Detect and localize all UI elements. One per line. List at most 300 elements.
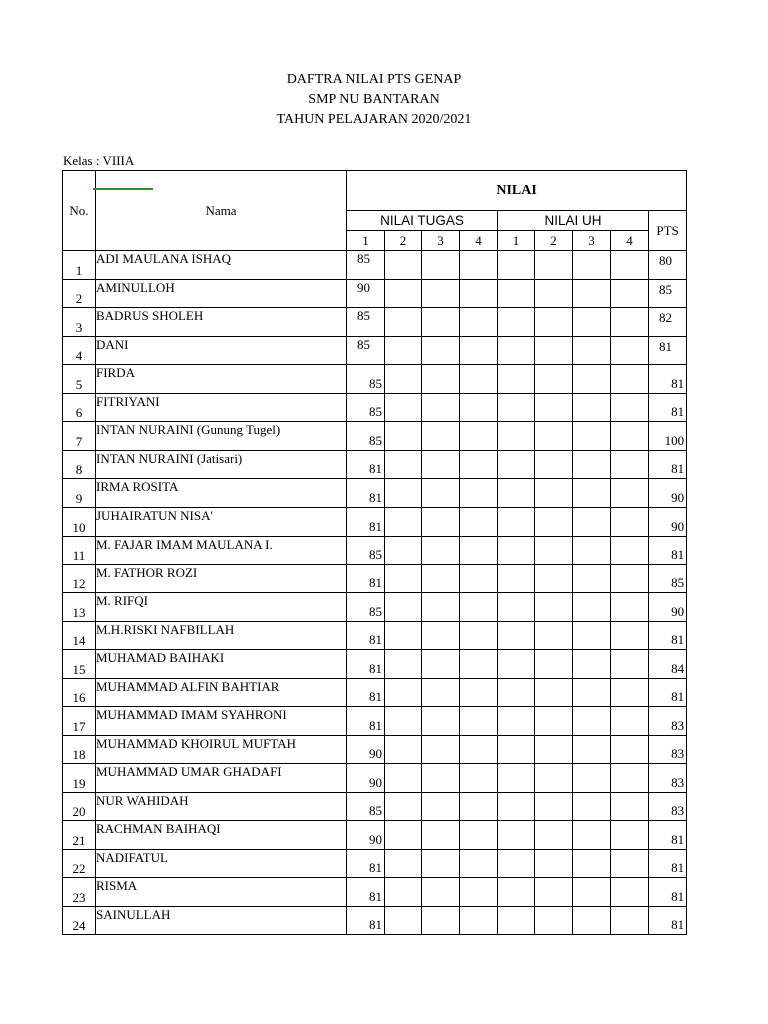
score-pts: 83 [649,707,687,736]
score-cell-empty [422,593,460,622]
score-cell-empty [498,537,535,565]
table-row [63,707,687,736]
row-number: 21 [63,821,96,850]
score-cell-empty [535,565,573,593]
score-cell-empty [498,622,535,650]
score-tugas-1: 81 [347,679,385,707]
green-mark-line [93,188,153,190]
score-pts: 85 [649,280,687,308]
table-row [63,679,687,707]
score-cell-empty [611,650,649,679]
row-number: 20 [63,793,96,821]
header-pts: PTS [649,211,687,251]
score-cell-empty [422,479,460,508]
score-tugas-1: 90 [347,736,385,764]
score-cell-empty [535,707,573,736]
score-pts: 81 [649,821,687,850]
table-row [63,821,687,850]
score-cell-empty [422,907,460,935]
score-pts: 82 [649,308,687,337]
header-subcol-tugas-3: 3 [422,231,460,251]
student-name: SAINULLAH [96,907,347,935]
score-cell-empty [498,251,535,280]
score-cell-empty [573,650,611,679]
score-cell-empty [385,593,422,622]
score-tugas-1: 81 [347,508,385,537]
row-number: 13 [63,593,96,622]
score-cell-empty [535,280,573,308]
title-line-1: DAFTRA NILAI PTS GENAP [286,72,462,87]
score-cell-empty [611,850,649,878]
score-cell-empty [498,422,535,451]
score-cell-empty [573,764,611,793]
score-cell-empty [535,537,573,565]
score-cell-empty [535,365,573,394]
header-subcol-tugas-2: 2 [385,231,422,251]
score-cell-empty [573,365,611,394]
student-name: MUHAMAD BAIHAKI [96,650,347,679]
score-cell-empty [498,565,535,593]
student-name: FIRDA [96,365,347,394]
score-cell-empty [611,622,649,650]
score-cell-empty [498,280,535,308]
header-subcol-uh-3: 3 [573,231,611,251]
score-cell-empty [498,821,535,850]
student-name: DANI [96,337,347,365]
score-cell-empty [573,308,611,337]
score-cell-empty [535,337,573,365]
table-row [63,251,687,280]
row-number: 17 [63,707,96,736]
score-cell-empty [422,736,460,764]
score-cell-empty [573,679,611,707]
score-cell-empty [422,821,460,850]
header-subcol-uh-4: 4 [611,231,649,251]
score-cell-empty [535,650,573,679]
table-row [63,622,687,650]
score-tugas-1: 85 [347,537,385,565]
score-cell-empty [385,365,422,394]
row-number: 1 [63,251,96,280]
score-cell-empty [422,650,460,679]
score-cell-empty [460,251,498,280]
score-cell-empty [611,707,649,736]
score-tugas-1: 85 [347,593,385,622]
score-cell-empty [385,907,422,935]
row-number: 14 [63,622,96,650]
score-cell-empty [611,593,649,622]
score-cell-empty [573,280,611,308]
student-name: NADIFATUL [96,850,347,878]
row-number: 22 [63,850,96,878]
score-cell-empty [611,793,649,821]
score-cell-empty [535,821,573,850]
score-cell-empty [422,793,460,821]
score-cell-empty [498,508,535,537]
student-name: MUHAMMAD IMAM SYAHRONI [96,707,347,736]
score-tugas-1: 81 [347,878,385,907]
row-number: 18 [63,736,96,764]
score-cell-empty [422,622,460,650]
score-cell-empty [385,821,422,850]
table-row [63,850,687,878]
score-cell-empty [422,565,460,593]
table-row [63,878,687,907]
score-cell-empty [611,907,649,935]
student-name: RACHMAN BAIHAQI [96,821,347,850]
row-number: 5 [63,365,96,394]
score-tugas-1: 85 [347,394,385,422]
student-name: M. FAJAR IMAM MAULANA I. [96,537,347,565]
score-cell-empty [535,422,573,451]
score-cell-empty [573,821,611,850]
score-pts: 81 [649,365,687,394]
score-cell-empty [611,337,649,365]
score-cell-empty [460,337,498,365]
score-tugas-1: 81 [347,451,385,479]
score-pts: 81 [649,850,687,878]
row-number: 3 [63,308,96,337]
score-tugas-1: 90 [347,280,385,308]
score-pts: 81 [649,907,687,935]
score-cell-empty [460,394,498,422]
student-name: INTAN NURAINI (Gunung Tugel) [96,422,347,451]
score-cell-empty [498,337,535,365]
score-cell-empty [573,565,611,593]
student-name: IRMA ROSITA [96,479,347,508]
student-name: AMINULLOH [96,280,347,308]
score-pts: 90 [649,593,687,622]
score-cell-empty [385,537,422,565]
score-cell-empty [535,622,573,650]
score-tugas-1: 85 [347,422,385,451]
score-cell-empty [498,451,535,479]
score-cell-empty [460,422,498,451]
row-number: 12 [63,565,96,593]
score-cell-empty [460,537,498,565]
table-row [63,394,687,422]
score-cell-empty [460,622,498,650]
student-name: BADRUS SHOLEH [96,308,347,337]
student-name: INTAN NURAINI (Jatisari) [96,451,347,479]
student-name: MUHAMMAD KHOIRUL MUFTAH [96,736,347,764]
score-tugas-1: 85 [347,251,385,280]
score-cell-empty [422,878,460,907]
score-cell-empty [535,251,573,280]
score-cell-empty [460,451,498,479]
score-cell-empty [460,907,498,935]
score-pts: 83 [649,764,687,793]
table-row [63,479,687,508]
score-cell-empty [422,850,460,878]
score-cell-empty [498,764,535,793]
row-number: 4 [63,337,96,365]
score-cell-empty [573,251,611,280]
score-cell-empty [385,793,422,821]
score-cell-empty [535,679,573,707]
score-cell-empty [385,251,422,280]
score-cell-empty [385,422,422,451]
score-cell-empty [460,365,498,394]
row-number: 16 [63,679,96,707]
score-tugas-1: 81 [347,907,385,935]
header-subcol-uh-2: 2 [535,231,573,251]
row-number: 10 [63,508,96,537]
score-cell-empty [611,878,649,907]
title-line-3: TAHUN PELAJARAN 2020/2021 [276,112,472,127]
score-pts: 90 [649,479,687,508]
score-tugas-1: 90 [347,764,385,793]
score-cell-empty [611,764,649,793]
score-cell-empty [573,508,611,537]
score-cell-empty [460,565,498,593]
score-cell-empty [460,280,498,308]
row-number: 15 [63,650,96,679]
score-pts: 100 [649,422,687,451]
table-row [63,565,687,593]
score-cell-empty [573,878,611,907]
table-row [63,337,687,365]
score-cell-empty [573,850,611,878]
row-number: 24 [63,907,96,935]
score-cell-empty [460,821,498,850]
row-number: 11 [63,537,96,565]
score-cell-empty [385,565,422,593]
score-cell-empty [535,907,573,935]
score-cell-empty [498,850,535,878]
score-pts: 81 [649,679,687,707]
class-label: Kelas : VIIIA [63,153,135,168]
score-cell-empty [498,679,535,707]
score-pts: 80 [649,251,687,280]
score-cell-empty [498,650,535,679]
score-cell-empty [611,479,649,508]
document-title-block [0,70,748,130]
score-cell-empty [498,593,535,622]
score-cell-empty [573,394,611,422]
score-cell-empty [385,707,422,736]
header-subcol-uh-1: 1 [498,231,535,251]
table-row [63,793,687,821]
score-cell-empty [385,679,422,707]
score-cell-empty [535,308,573,337]
score-cell-empty [422,451,460,479]
score-cell-empty [573,337,611,365]
table-row [63,280,687,308]
table-row [63,537,687,565]
score-cell-empty [498,793,535,821]
score-cell-empty [573,451,611,479]
title-line-2: SMP NU BANTARAN [308,92,440,107]
score-pts: 84 [649,650,687,679]
score-tugas-1: 81 [347,479,385,508]
score-cell-empty [460,736,498,764]
score-cell-empty [460,707,498,736]
score-cell-empty [498,707,535,736]
header-nama: Nama [96,171,347,251]
score-cell-empty [422,707,460,736]
score-cell-empty [385,479,422,508]
student-name: ADI MAULANA ISHAQ [96,251,347,280]
score-cell-empty [573,707,611,736]
header-nilai-uh: NILAI UH [498,211,649,231]
score-cell-empty [611,280,649,308]
header-subcol-tugas-4: 4 [460,231,498,251]
score-cell-empty [611,565,649,593]
score-cell-empty [385,622,422,650]
score-cell-empty [460,764,498,793]
score-cell-empty [535,394,573,422]
header-subcol-tugas-1: 1 [347,231,385,251]
row-number: 6 [63,394,96,422]
score-cell-empty [573,622,611,650]
score-cell-empty [422,337,460,365]
header-no: No. [63,171,96,251]
score-cell-empty [385,280,422,308]
row-number: 8 [63,451,96,479]
score-cell-empty [422,679,460,707]
score-cell-empty [498,479,535,508]
score-cell-empty [422,365,460,394]
score-cell-empty [535,878,573,907]
student-name: MUHAMMAD ALFIN BAHTIAR [96,679,347,707]
header-nilai-tugas: NILAI TUGAS [347,211,498,231]
table-row [63,308,687,337]
score-tugas-1: 81 [347,850,385,878]
score-cell-empty [460,650,498,679]
row-number: 19 [63,764,96,793]
score-tugas-1: 85 [347,365,385,394]
score-cell-empty [535,508,573,537]
student-name: M.H.RISKI NAFBILLAH [96,622,347,650]
score-pts: 81 [649,337,687,365]
score-cell-empty [460,793,498,821]
score-pts: 81 [649,622,687,650]
score-cell-empty [422,422,460,451]
score-cell-empty [385,878,422,907]
score-cell-empty [611,508,649,537]
score-cell-empty [611,821,649,850]
score-cell-empty [422,508,460,537]
score-cell-empty [498,736,535,764]
score-cell-empty [611,679,649,707]
score-cell-empty [611,422,649,451]
score-cell-empty [498,878,535,907]
score-cell-empty [535,764,573,793]
score-cell-empty [460,679,498,707]
table-row [63,365,687,394]
score-cell-empty [611,451,649,479]
score-tugas-1: 85 [347,793,385,821]
score-cell-empty [385,850,422,878]
score-pts: 81 [649,878,687,907]
score-pts: 81 [649,451,687,479]
score-cell-empty [422,251,460,280]
student-name: M. RIFQI [96,593,347,622]
score-tugas-1: 85 [347,308,385,337]
score-cell-empty [573,793,611,821]
score-cell-empty [385,451,422,479]
score-cell-empty [385,337,422,365]
table-row [63,736,687,764]
score-tugas-1: 81 [347,707,385,736]
score-cell-empty [573,479,611,508]
score-cell-empty [385,650,422,679]
score-cell-empty [422,308,460,337]
score-cell-empty [385,394,422,422]
score-tugas-1: 81 [347,622,385,650]
student-name: RISMA [96,878,347,907]
score-pts: 90 [649,508,687,537]
score-cell-empty [385,508,422,537]
table-row [63,764,687,793]
score-pts: 83 [649,793,687,821]
score-cell-empty [385,308,422,337]
score-cell-empty [385,736,422,764]
row-number: 7 [63,422,96,451]
score-cell-empty [535,793,573,821]
score-cell-empty [611,365,649,394]
student-name: FITRIYANI [96,394,347,422]
score-tugas-1: 81 [347,565,385,593]
score-tugas-1: 81 [347,650,385,679]
row-number: 23 [63,878,96,907]
score-cell-empty [535,451,573,479]
table-row [63,907,687,935]
score-cell-empty [535,593,573,622]
grades-table [62,170,687,935]
score-cell-empty [535,479,573,508]
score-cell-empty [498,365,535,394]
score-cell-empty [460,308,498,337]
student-name: JUHAIRATUN NISA' [96,508,347,537]
score-cell-empty [498,907,535,935]
score-cell-empty [460,850,498,878]
score-pts: 81 [649,394,687,422]
row-number: 2 [63,280,96,308]
row-number: 9 [63,479,96,508]
score-cell-empty [460,508,498,537]
score-cell-empty [460,593,498,622]
score-pts: 85 [649,565,687,593]
score-cell-empty [385,764,422,793]
score-cell-empty [460,479,498,508]
score-cell-empty [460,878,498,907]
score-cell-empty [611,308,649,337]
score-cell-empty [422,394,460,422]
student-name: M. FATHOR ROZI [96,565,347,593]
table-row [63,422,687,451]
score-cell-empty [422,537,460,565]
score-tugas-1: 90 [347,821,385,850]
header-nilai: NILAI [347,171,687,211]
score-cell-empty [611,736,649,764]
table-row [63,508,687,537]
score-cell-empty [498,308,535,337]
score-cell-empty [573,736,611,764]
score-cell-empty [535,850,573,878]
score-cell-empty [611,251,649,280]
score-cell-empty [573,537,611,565]
score-cell-empty [611,394,649,422]
score-pts: 83 [649,736,687,764]
table-row [63,593,687,622]
score-cell-empty [422,764,460,793]
score-cell-empty [535,736,573,764]
score-cell-empty [573,907,611,935]
student-name: MUHAMMAD UMAR GHADAFI [96,764,347,793]
score-pts: 81 [649,537,687,565]
